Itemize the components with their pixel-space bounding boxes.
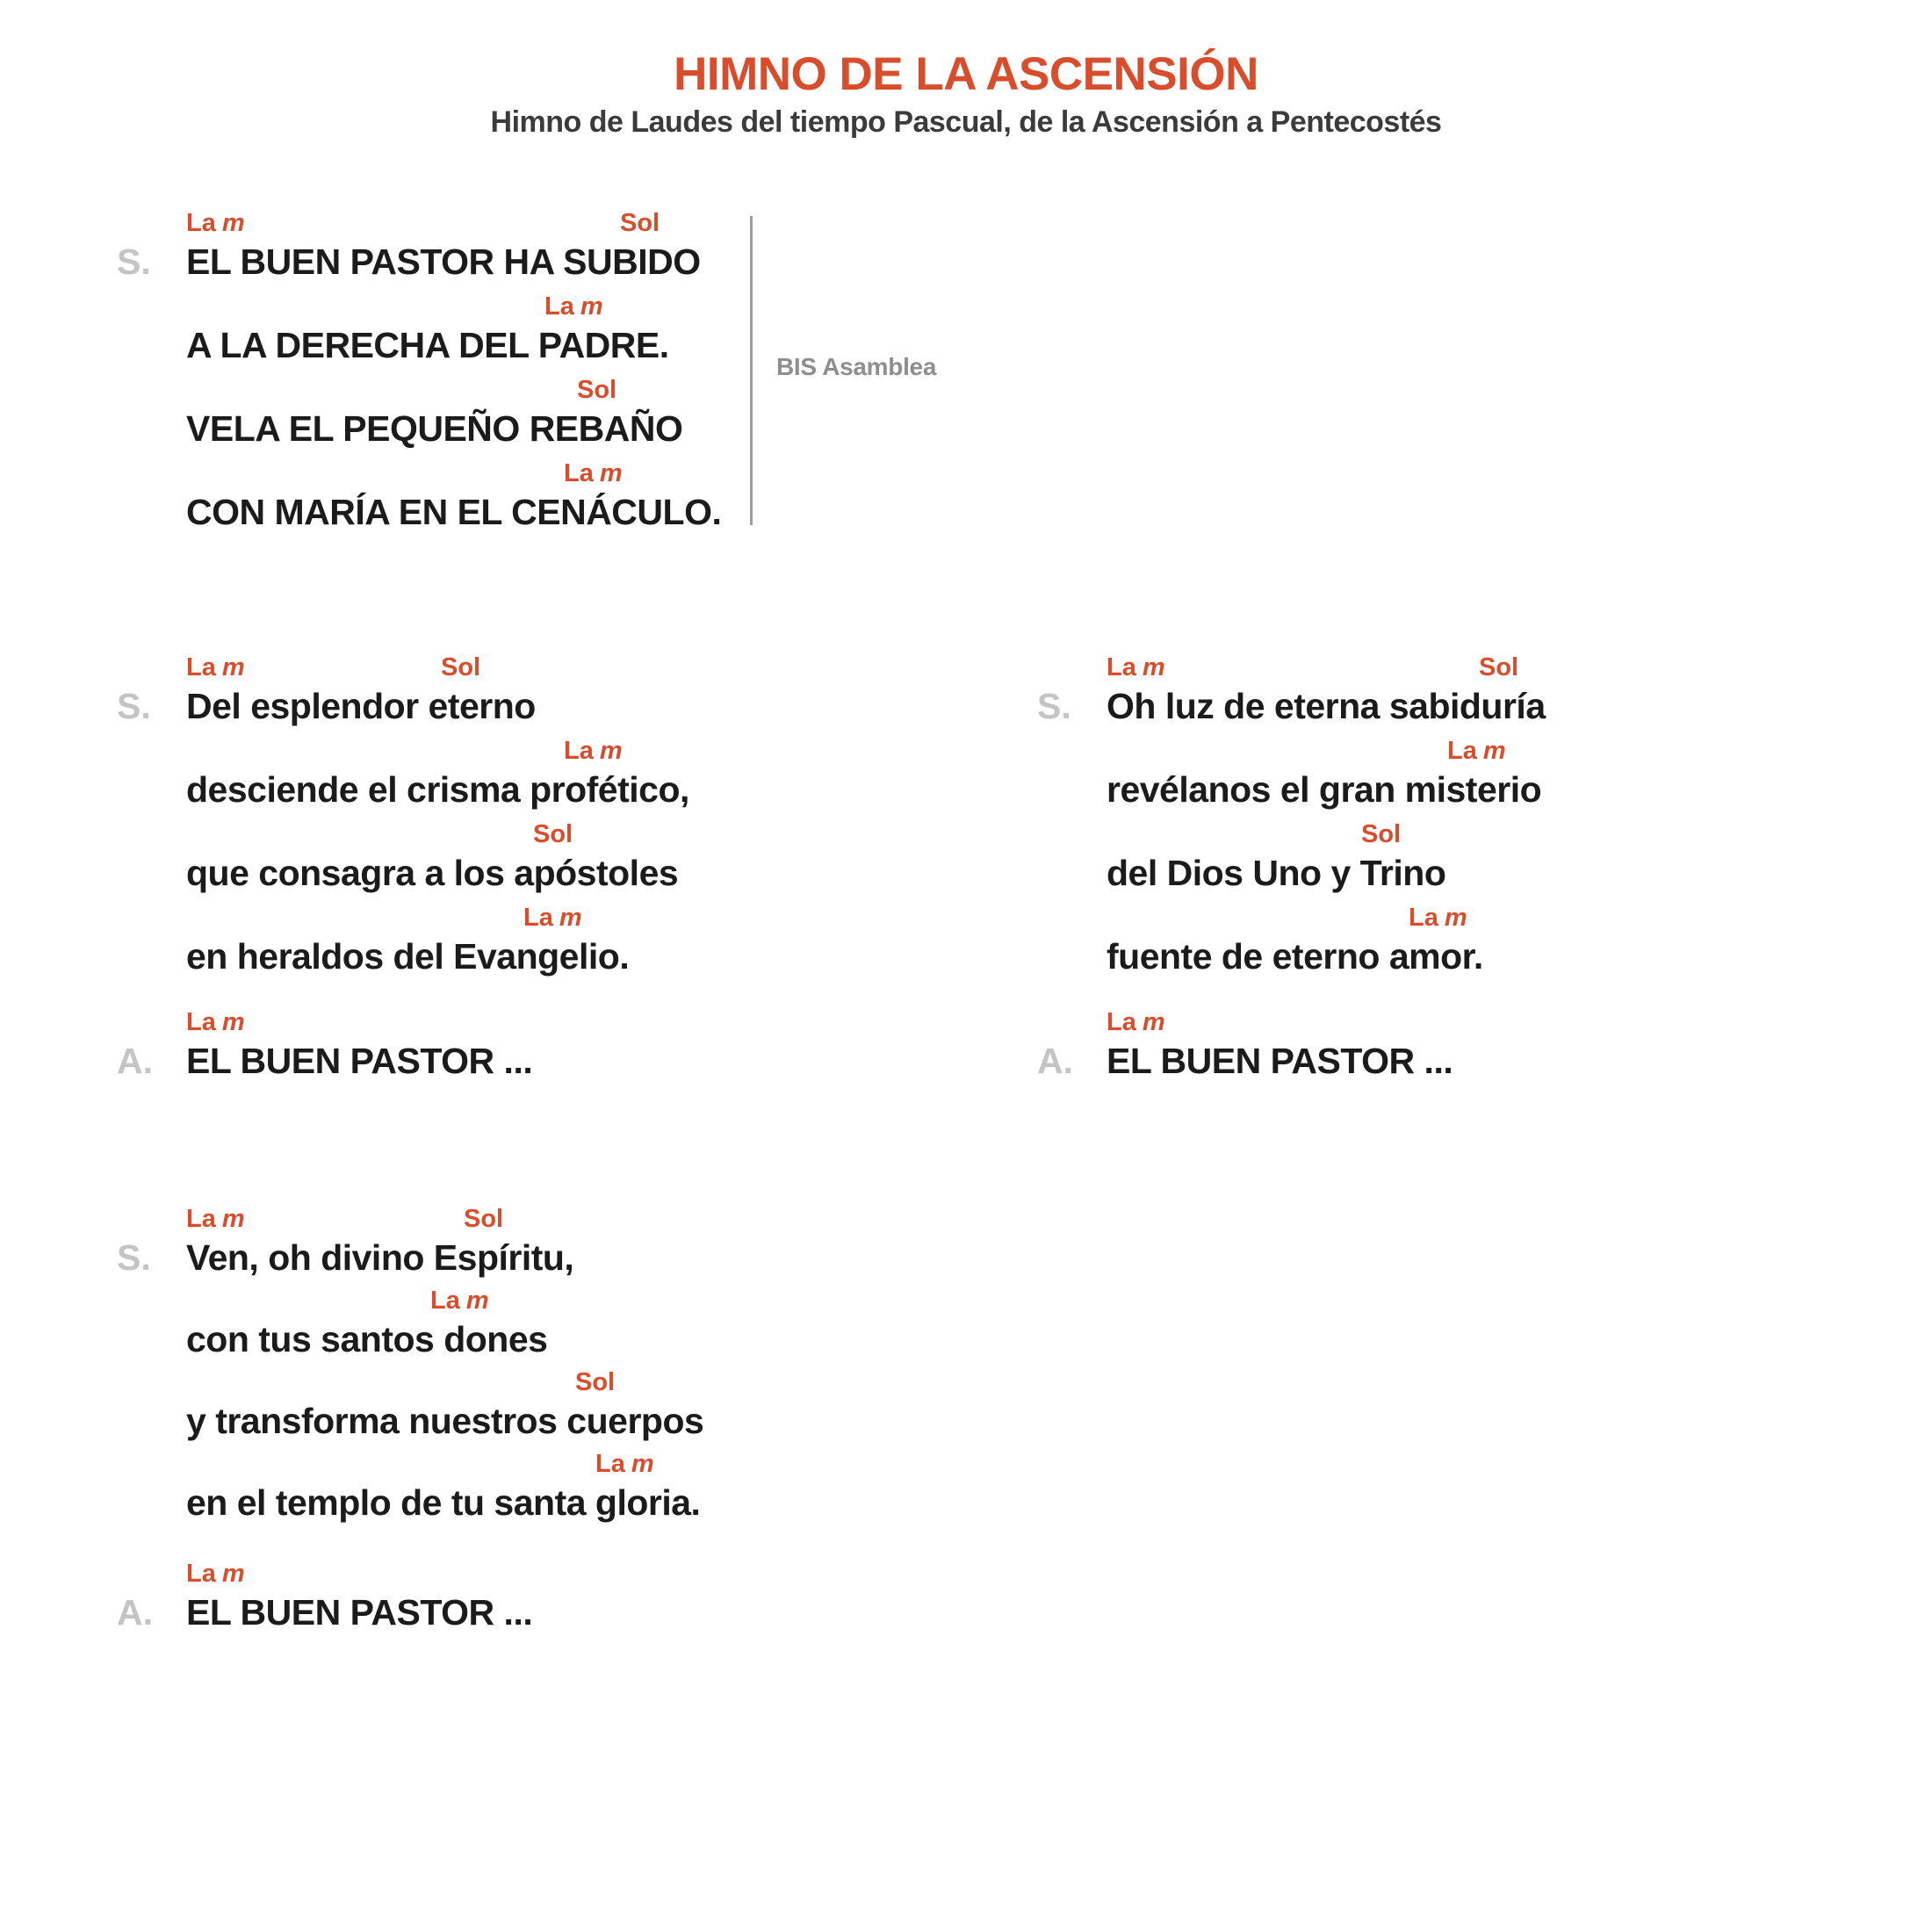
- chord: [523, 905, 582, 931]
- lyric-line: revélanos el gran misterio: [1107, 769, 1542, 810]
- speaker-label: S.: [1037, 686, 1071, 726]
- lyric-line: VELA EL PEQUEÑO REBAÑO: [186, 408, 683, 449]
- bis-rule: [750, 216, 753, 525]
- chord-minor: m: [221, 1008, 245, 1036]
- chord-root: Sol: [575, 1368, 616, 1396]
- lyric-line: A LA DERECHA DEL PADRE.: [186, 325, 669, 365]
- chord: [533, 822, 579, 847]
- chord-root: La: [186, 1205, 216, 1233]
- speaker-label: A.: [117, 1592, 153, 1633]
- chord: [186, 211, 245, 236]
- chord-minor: m: [1142, 653, 1165, 681]
- assembly-refrain-line: EL BUEN PASTOR ...: [1107, 1041, 1453, 1081]
- chord-root: La: [1107, 653, 1136, 681]
- chord: [1107, 1010, 1165, 1035]
- speaker-label: A.: [117, 1041, 153, 1081]
- chord: [577, 378, 623, 403]
- chord-minor: m: [221, 653, 245, 681]
- chord: [595, 1452, 654, 1477]
- chord-minor: m: [1142, 1008, 1165, 1036]
- chord: [564, 461, 623, 487]
- chord-minor: m: [221, 1560, 245, 1588]
- chord: [1409, 905, 1467, 931]
- chord-minor: m: [465, 1287, 489, 1315]
- chord-root: La: [523, 904, 553, 932]
- lyric-line: Ven, oh divino Espíritu,: [186, 1237, 574, 1278]
- chord: [186, 1561, 245, 1587]
- lyric-line: en heraldos del Evangelio.: [186, 936, 630, 977]
- chord-root: La: [186, 209, 216, 237]
- chord: [544, 294, 603, 320]
- chord: [1447, 739, 1506, 764]
- chord-root: Sol: [577, 376, 617, 404]
- chord: [186, 1010, 245, 1035]
- chord-root: La: [186, 1560, 216, 1588]
- lyric-line: en el templo de tu santa gloria.: [186, 1482, 701, 1523]
- chord-root: La: [564, 459, 594, 487]
- chord: [1361, 822, 1407, 847]
- chord-root: La: [1409, 904, 1438, 932]
- chord-minor: m: [1444, 904, 1467, 932]
- chord: [564, 739, 623, 764]
- chord-root: Sol: [464, 1205, 504, 1233]
- chord: [1107, 655, 1165, 681]
- lyric-line: Oh luz de eterna sabiduría: [1107, 686, 1546, 726]
- chord: [575, 1370, 621, 1395]
- lyric-line: CON MARÍA EN EL CENÁCULO.: [186, 492, 722, 532]
- lyric-line: EL BUEN PASTOR HA SUBIDO: [186, 242, 701, 282]
- chord: [1479, 655, 1525, 681]
- lyric-line: que consagra a los apóstoles: [186, 853, 679, 893]
- chord-root: La: [430, 1287, 460, 1315]
- chord-root: Sol: [1479, 653, 1519, 681]
- chord-minor: m: [599, 737, 623, 765]
- lyric-line: con tus santos dones: [186, 1319, 548, 1359]
- speaker-label: S.: [117, 242, 151, 282]
- chord-root: Sol: [1361, 820, 1402, 848]
- chord: [441, 655, 487, 681]
- chord-root: Sol: [533, 820, 573, 848]
- chord-root: La: [595, 1450, 625, 1478]
- chord-minor: m: [631, 1450, 654, 1478]
- lyric-line: desciende el crisma profético,: [186, 769, 689, 810]
- chord-root: Sol: [620, 209, 660, 237]
- page-title: HIMNO DE LA ASCENSIÓN: [674, 48, 1258, 100]
- assembly-refrain-line: EL BUEN PASTOR ...: [186, 1041, 533, 1081]
- chord: [430, 1288, 489, 1314]
- speaker-label: S.: [117, 686, 151, 726]
- chord-minor: m: [221, 209, 245, 237]
- chord-minor: m: [221, 1205, 245, 1233]
- chord-root: La: [564, 737, 594, 765]
- speaker-label: A.: [1037, 1041, 1073, 1081]
- chord-root: La: [186, 653, 216, 681]
- chord-root: La: [1447, 737, 1477, 765]
- chord-minor: m: [559, 904, 582, 932]
- chord-root: La: [1107, 1008, 1136, 1036]
- chord-root: Sol: [441, 653, 481, 681]
- chord: [464, 1207, 509, 1232]
- lyric-line: Del esplendor eterno: [186, 686, 536, 726]
- lyric-line: del Dios Uno y Trino: [1107, 853, 1446, 893]
- chord-minor: m: [580, 292, 603, 321]
- chord: [186, 655, 245, 681]
- chord-minor: m: [1482, 737, 1506, 765]
- lyric-line: y transforma nuestros cuerpos: [186, 1401, 704, 1441]
- chord: [620, 211, 666, 236]
- chord-root: La: [544, 292, 574, 321]
- speaker-label: S.: [117, 1237, 151, 1278]
- page-subtitle: Himno de Laudes del tiempo Pascual, de la Ascensión a Pentecostés: [490, 105, 1442, 139]
- chord-root: La: [186, 1008, 216, 1036]
- assembly-refrain-line: EL BUEN PASTOR ...: [186, 1592, 533, 1633]
- chord-minor: m: [599, 459, 623, 487]
- lyric-line: fuente de eterno amor.: [1107, 936, 1483, 977]
- chord: [186, 1207, 245, 1232]
- bis-note: BIS Asamblea: [776, 353, 937, 380]
